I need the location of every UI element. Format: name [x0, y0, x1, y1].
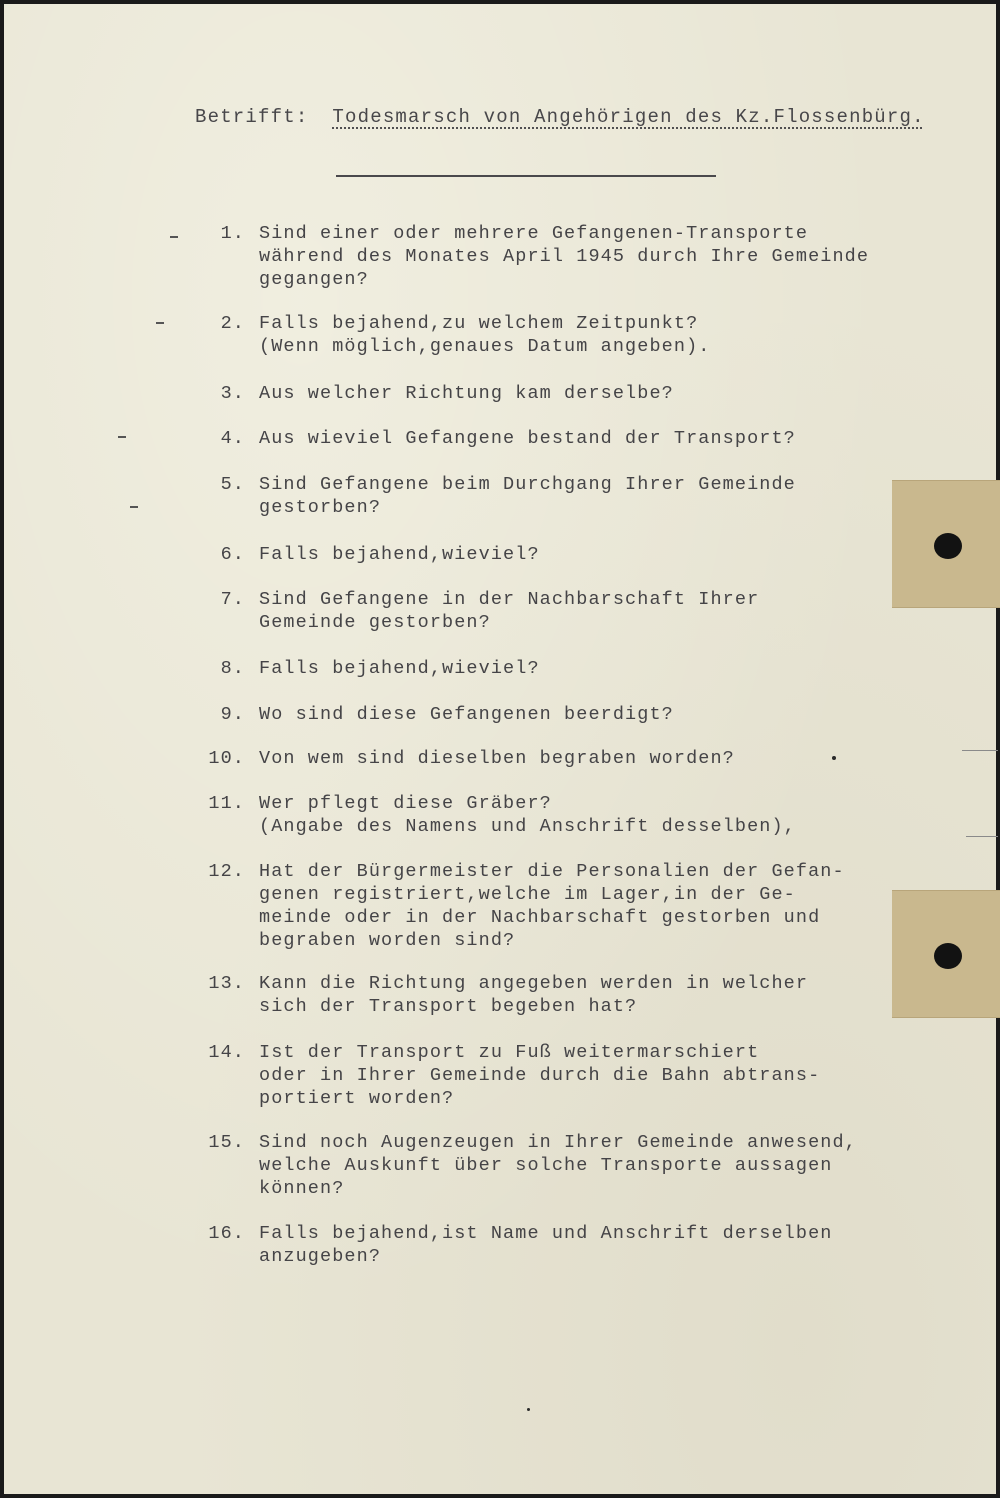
question-line: Falls bejahend,wieviel? [259, 544, 540, 565]
question-number: 1. [220, 223, 245, 244]
question-line: Falls bejahend,wieviel? [259, 658, 540, 679]
question-line: sich der Transport begeben hat? [259, 996, 638, 1017]
question-number: 13. [208, 973, 245, 994]
question-number: 12. [208, 861, 245, 882]
ink-speck [832, 756, 836, 760]
question-text [259, 222, 869, 291]
question-line: genen registriert,welche im Lager,in der Ge- [259, 884, 796, 905]
question-text [259, 382, 674, 405]
binder-tab-lower [892, 890, 1000, 1018]
margin-mark [130, 506, 138, 508]
question-line: Aus wieviel Gefangene bestand der Transport? [259, 428, 796, 449]
question-line: Sind Gefangene beim Durchgang Ihrer Gemeinde [259, 474, 796, 495]
question-line: gegangen? [259, 269, 369, 290]
question-text [259, 543, 540, 566]
question-line: gestorben? [259, 497, 382, 518]
subject-divider [336, 175, 716, 177]
punch-hole-lower [934, 943, 962, 969]
question-line: können? [259, 1178, 345, 1199]
question-number: 16. [208, 1223, 245, 1244]
question-line: Falls bejahend,zu welchem Zeitpunkt? [259, 313, 699, 334]
question-number: 9. [220, 704, 245, 725]
question-line: Kann die Richtung angegeben werden in welcher [259, 973, 809, 994]
question-text [259, 792, 796, 838]
question-text [259, 312, 710, 358]
question-line: während des Monates April 1945 durch Ihre Gemeinde [259, 246, 870, 267]
margin-mark [962, 750, 998, 751]
question-line: (Angabe des Namens und Anschrift desselben), [259, 816, 796, 837]
question-number: 4. [220, 428, 245, 449]
question-number: 2. [220, 313, 245, 334]
question-text [259, 657, 540, 680]
question-text [259, 747, 735, 770]
question-line: Sind einer oder mehrere Gefangenen-Transporte [259, 223, 809, 244]
margin-mark [966, 836, 998, 837]
question-line: Falls bejahend,ist Name und Anschrift derselben [259, 1223, 833, 1244]
question-text [259, 427, 796, 450]
question-number: 3. [220, 383, 245, 404]
subject-line [195, 106, 925, 128]
question-line: Gemeinde gestorben? [259, 612, 491, 633]
question-number: 11. [208, 793, 245, 814]
question-number: 6. [220, 544, 245, 565]
question-line: Ist der Transport zu Fuß weitermarschiert [259, 1042, 760, 1063]
subject-text: Todesmarsch von Angehörigen des Kz.Flossenbürg. [332, 106, 925, 128]
question-text [259, 1131, 857, 1200]
question-line: oder in Ihrer Gemeinde durch die Bahn abtrans- [259, 1065, 821, 1086]
question-line: Hat der Bürgermeister die Personalien der Gefan- [259, 861, 845, 882]
question-text [259, 860, 845, 952]
question-line: Sind Gefangene in der Nachbarschaft Ihrer [259, 589, 760, 610]
question-line: Wer pflegt diese Gräber? [259, 793, 552, 814]
question-text [259, 703, 674, 726]
question-number: 15. [208, 1132, 245, 1153]
question-number: 14. [208, 1042, 245, 1063]
question-line: Von wem sind dieselben begraben worden? [259, 748, 735, 769]
question-line: portiert worden? [259, 1088, 455, 1109]
question-line: begraben worden sind? [259, 930, 516, 951]
punch-hole-upper [934, 533, 962, 559]
question-number: 5. [220, 474, 245, 495]
binder-tab-upper [892, 480, 1000, 608]
subject-label: Betrifft: [195, 106, 309, 128]
question-text [259, 972, 808, 1018]
question-line: Wo sind diese Gefangenen beerdigt? [259, 704, 674, 725]
question-text [259, 1222, 833, 1268]
margin-mark [170, 236, 178, 238]
question-line: (Wenn möglich,genaues Datum angeben). [259, 336, 711, 357]
question-line: Sind noch Augenzeugen in Ihrer Gemeinde anwesend, [259, 1132, 857, 1153]
ink-speck [527, 1408, 530, 1411]
question-text [259, 473, 796, 519]
margin-mark [156, 322, 164, 324]
question-text [259, 588, 759, 634]
question-text [259, 1041, 820, 1110]
question-line: welche Auskunft über solche Transporte aussagen [259, 1155, 833, 1176]
question-line: meinde oder in der Nachbarschaft gestorben und [259, 907, 821, 928]
question-line: anzugeben? [259, 1246, 382, 1267]
question-number: 8. [220, 658, 245, 679]
question-line: Aus welcher Richtung kam derselbe? [259, 383, 674, 404]
margin-mark [118, 436, 126, 438]
question-number: 10. [208, 748, 245, 769]
question-number: 7. [220, 589, 245, 610]
